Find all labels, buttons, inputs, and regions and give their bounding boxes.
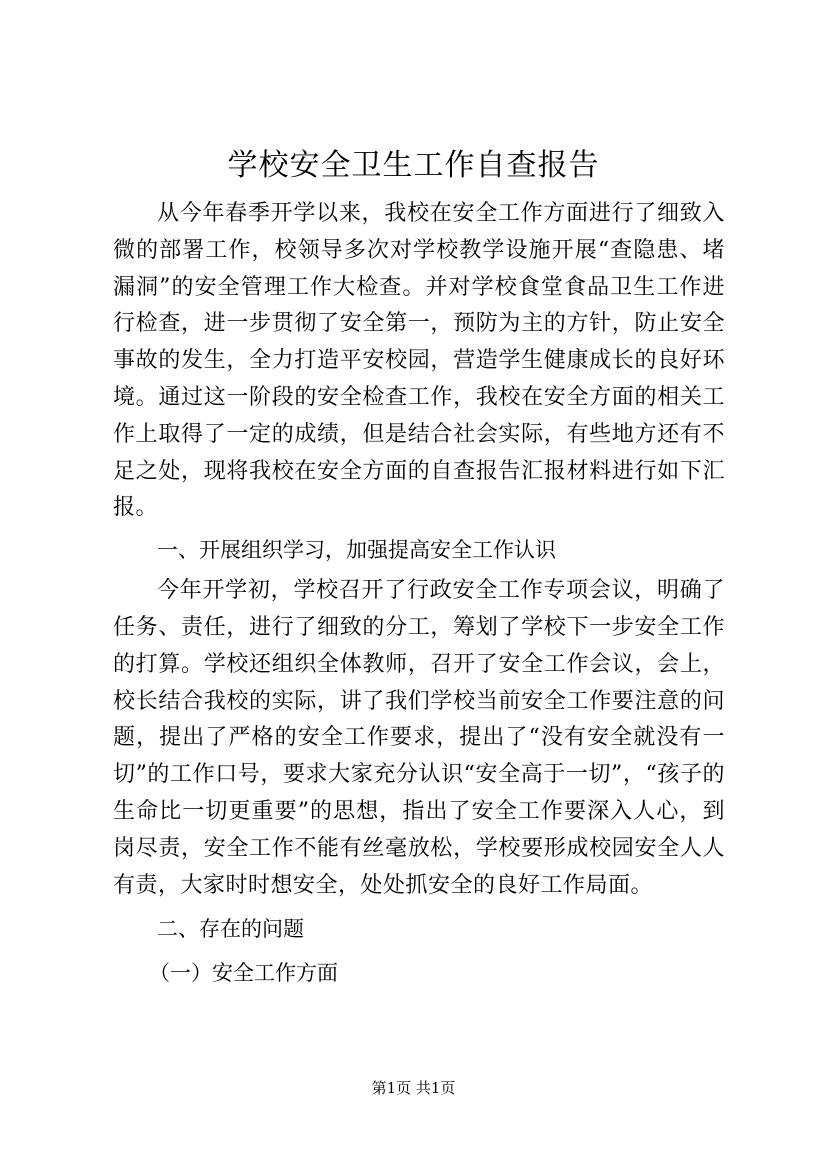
section-heading-2: 二、存在的问题 xyxy=(157,917,304,942)
subsection-heading-1: （一）安全工作方面 xyxy=(149,961,338,986)
page-number-footer: 第1页 共1页 xyxy=(371,1079,456,1097)
section-1-paragraph: 今年开学初，学校召开了行政安全工作专项会议，明确了任务、责任，进行了细致的分工，筹划了学校下一步安全工作的打算。学校还组织全体教师，召开了安全工作会议，会上，校长结合我校的实际，讲了我们学校当前安全工作要注意的问题，提出了严格的安全工作要求，提出了“没有安全就没有一切”的工作口号，要求大家充分认识“安全高于一切”，“孩子的生命比一切更重要”的思想，指出了安全工作要深入人心，到岗尽责，安全工作不能有丝毫放松，学校要形成校园安全人人有责，大家时时想安全，处处抓安全的良好工作局面。 xyxy=(113,578,725,898)
section-heading-1: 一、开展组织学习，加强提高安全工作认识 xyxy=(157,538,556,563)
document-title: 学校安全卫生工作自查报告 xyxy=(227,148,600,183)
intro-paragraph: 从今年春季开学以来，我校在安全工作方面进行了细致入微的部署工作，校领导多次对学校教学设施开展“查隐患、堵漏洞”的安全管理工作大检查。并对学校食堂食品卫生工作进行检查，进一步贯彻了安全第一，预防为主的方针，防止安全事故的发生，全力打造平安校园，营造学生健康成长的良好环境。通过这一阶段的安全检查工作，我校在安全方面的相关工作上取得了一定的成绩，但是结合社会实际，有些地方还有不足之处，现将我校在安全方面的自查报告汇报材料进行如下汇报。 xyxy=(113,201,725,521)
document-body xyxy=(113,196,725,992)
